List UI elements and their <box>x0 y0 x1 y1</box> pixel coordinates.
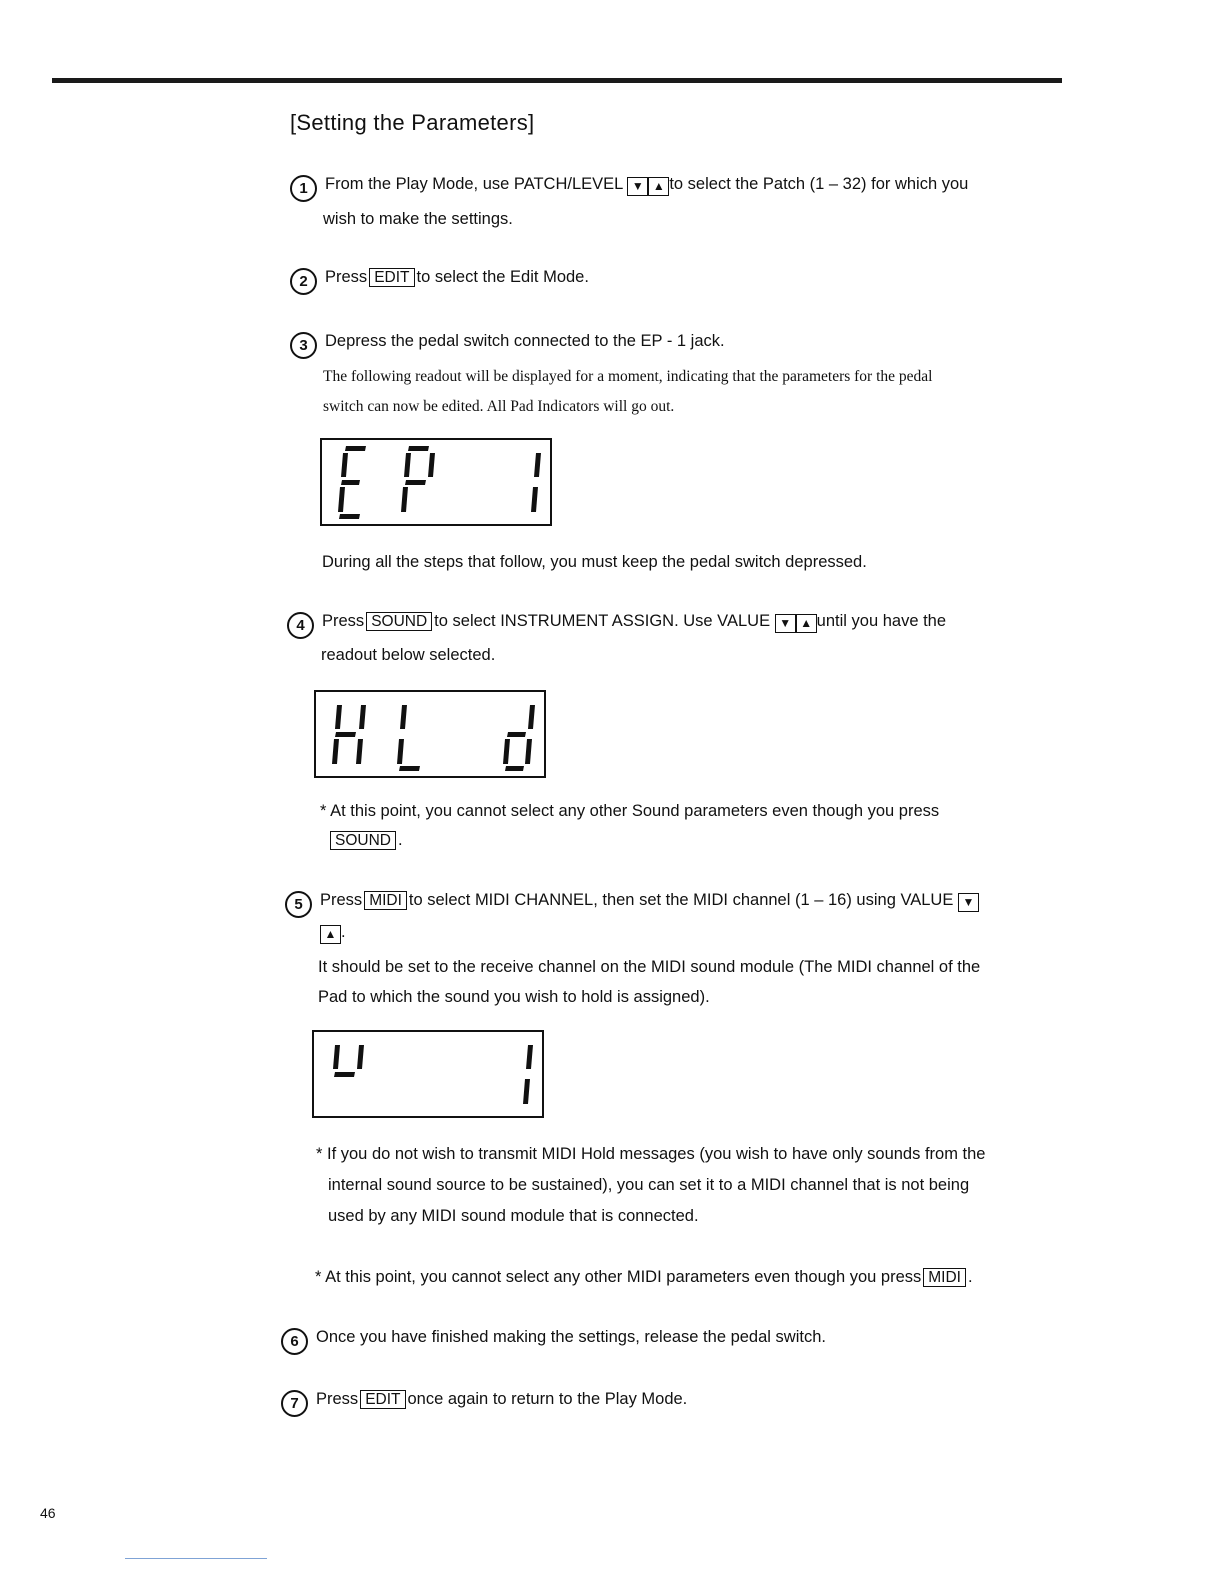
down-arrow-key-icon: ▼ <box>775 614 796 633</box>
step-3-detail-2: switch can now be edited. All Pad Indicators will go out. <box>323 398 675 415</box>
step-4-note-continued <box>328 831 403 850</box>
seven-segment-readout-hld <box>316 692 544 776</box>
step-5 <box>285 891 979 918</box>
step-number: 5 <box>285 891 312 918</box>
top-rule <box>52 78 1062 83</box>
step-4 <box>287 612 946 639</box>
step-number: 1 <box>290 175 317 202</box>
step-number: 6 <box>281 1328 308 1355</box>
sound-key-label: SOUND <box>366 612 432 631</box>
step-text: to select the Patch (1 – 32) for which you <box>669 175 969 193</box>
step-text: From the Play Mode, use PATCH/LEVEL <box>325 175 623 193</box>
step-number: 7 <box>281 1390 308 1417</box>
lcd-display-ep1 <box>320 438 552 526</box>
step-number: 3 <box>290 332 317 359</box>
page-number: 46 <box>40 1505 56 1521</box>
seven-segment-readout-ep1 <box>322 440 550 524</box>
up-arrow-key-icon: ▲ <box>320 925 341 944</box>
midi-key-label: MIDI <box>364 891 407 910</box>
step-5-detail-2: Pad to which the sound you wish to hold is assigned). <box>318 988 710 1006</box>
step-7 <box>281 1390 687 1417</box>
step-5-note-1-line-2: internal sound source to be sustained), you can set it to a MIDI channel that is not being <box>328 1176 970 1194</box>
step-text: Press <box>316 1390 359 1408</box>
footer-line <box>125 1558 267 1559</box>
punctuation: . <box>967 1268 973 1286</box>
up-arrow-key-icon: ▲ <box>648 177 669 196</box>
step-number: 4 <box>287 612 314 639</box>
lcd-display-u1 <box>312 1030 544 1118</box>
step-5-detail-1: It should be set to the receive channel on the MIDI sound module (The MIDI channel of the <box>318 958 981 976</box>
step-5-note-2 <box>315 1268 973 1287</box>
step-text: Depress the pedal switch connected to the EP - 1 jack. <box>325 332 725 350</box>
step-5-note-1: * If you do not wish to transmit MIDI Hold messages (you wish to have only sounds from the <box>316 1145 986 1163</box>
step-1 <box>290 175 968 202</box>
lcd-display-hld <box>314 690 546 778</box>
step-text: Press <box>322 612 365 630</box>
step-text: to select MIDI CHANNEL, then set the MIDI channel (1 – 16) using VALUE <box>408 891 954 909</box>
step-3 <box>290 332 725 359</box>
step-3-detail-1: The following readout will be displayed for a moment, indicating that the parameters for the pedal <box>323 368 933 385</box>
down-arrow-key-icon: ▼ <box>627 177 648 196</box>
step-4-note: * At this point, you cannot select any other Sound parameters even though you press <box>320 802 940 820</box>
step-2 <box>290 268 589 295</box>
step-6 <box>281 1328 826 1355</box>
seven-segment-readout-u1 <box>314 1032 542 1116</box>
punctuation: . <box>341 923 346 941</box>
step-text: Press <box>320 891 363 909</box>
step-text: Once you have finished making the settings, release the pedal switch. <box>316 1328 826 1346</box>
punctuation: . <box>397 831 403 849</box>
step-1-continued: wish to make the settings. <box>323 210 513 228</box>
up-arrow-key-icon: ▲ <box>796 614 817 633</box>
edit-key-label: EDIT <box>360 1390 405 1409</box>
step-text: once again to return to the Play Mode. <box>407 1390 688 1408</box>
step-number: 2 <box>290 268 317 295</box>
step-text: to select the Edit Mode. <box>416 268 589 286</box>
down-arrow-key-icon: ▼ <box>958 893 979 912</box>
step-5-up-key <box>320 923 346 944</box>
note-text: * At this point, you cannot select any other MIDI parameters even though you press <box>315 1268 922 1286</box>
midi-key-label: MIDI <box>923 1268 966 1287</box>
section-title: [Setting the Parameters] <box>290 110 535 135</box>
step-3-note: During all the steps that follow, you must keep the pedal switch depressed. <box>322 553 867 571</box>
step-text: Press <box>325 268 368 286</box>
step-4-continued: readout below selected. <box>321 646 496 664</box>
step-text: until you have the <box>816 612 947 630</box>
step-5-note-1-line-3: used by any MIDI sound module that is connected. <box>328 1207 699 1225</box>
edit-key-label: EDIT <box>369 268 414 287</box>
step-text: to select INSTRUMENT ASSIGN. Use VALUE <box>434 612 771 630</box>
sound-key-label: SOUND <box>330 831 396 850</box>
